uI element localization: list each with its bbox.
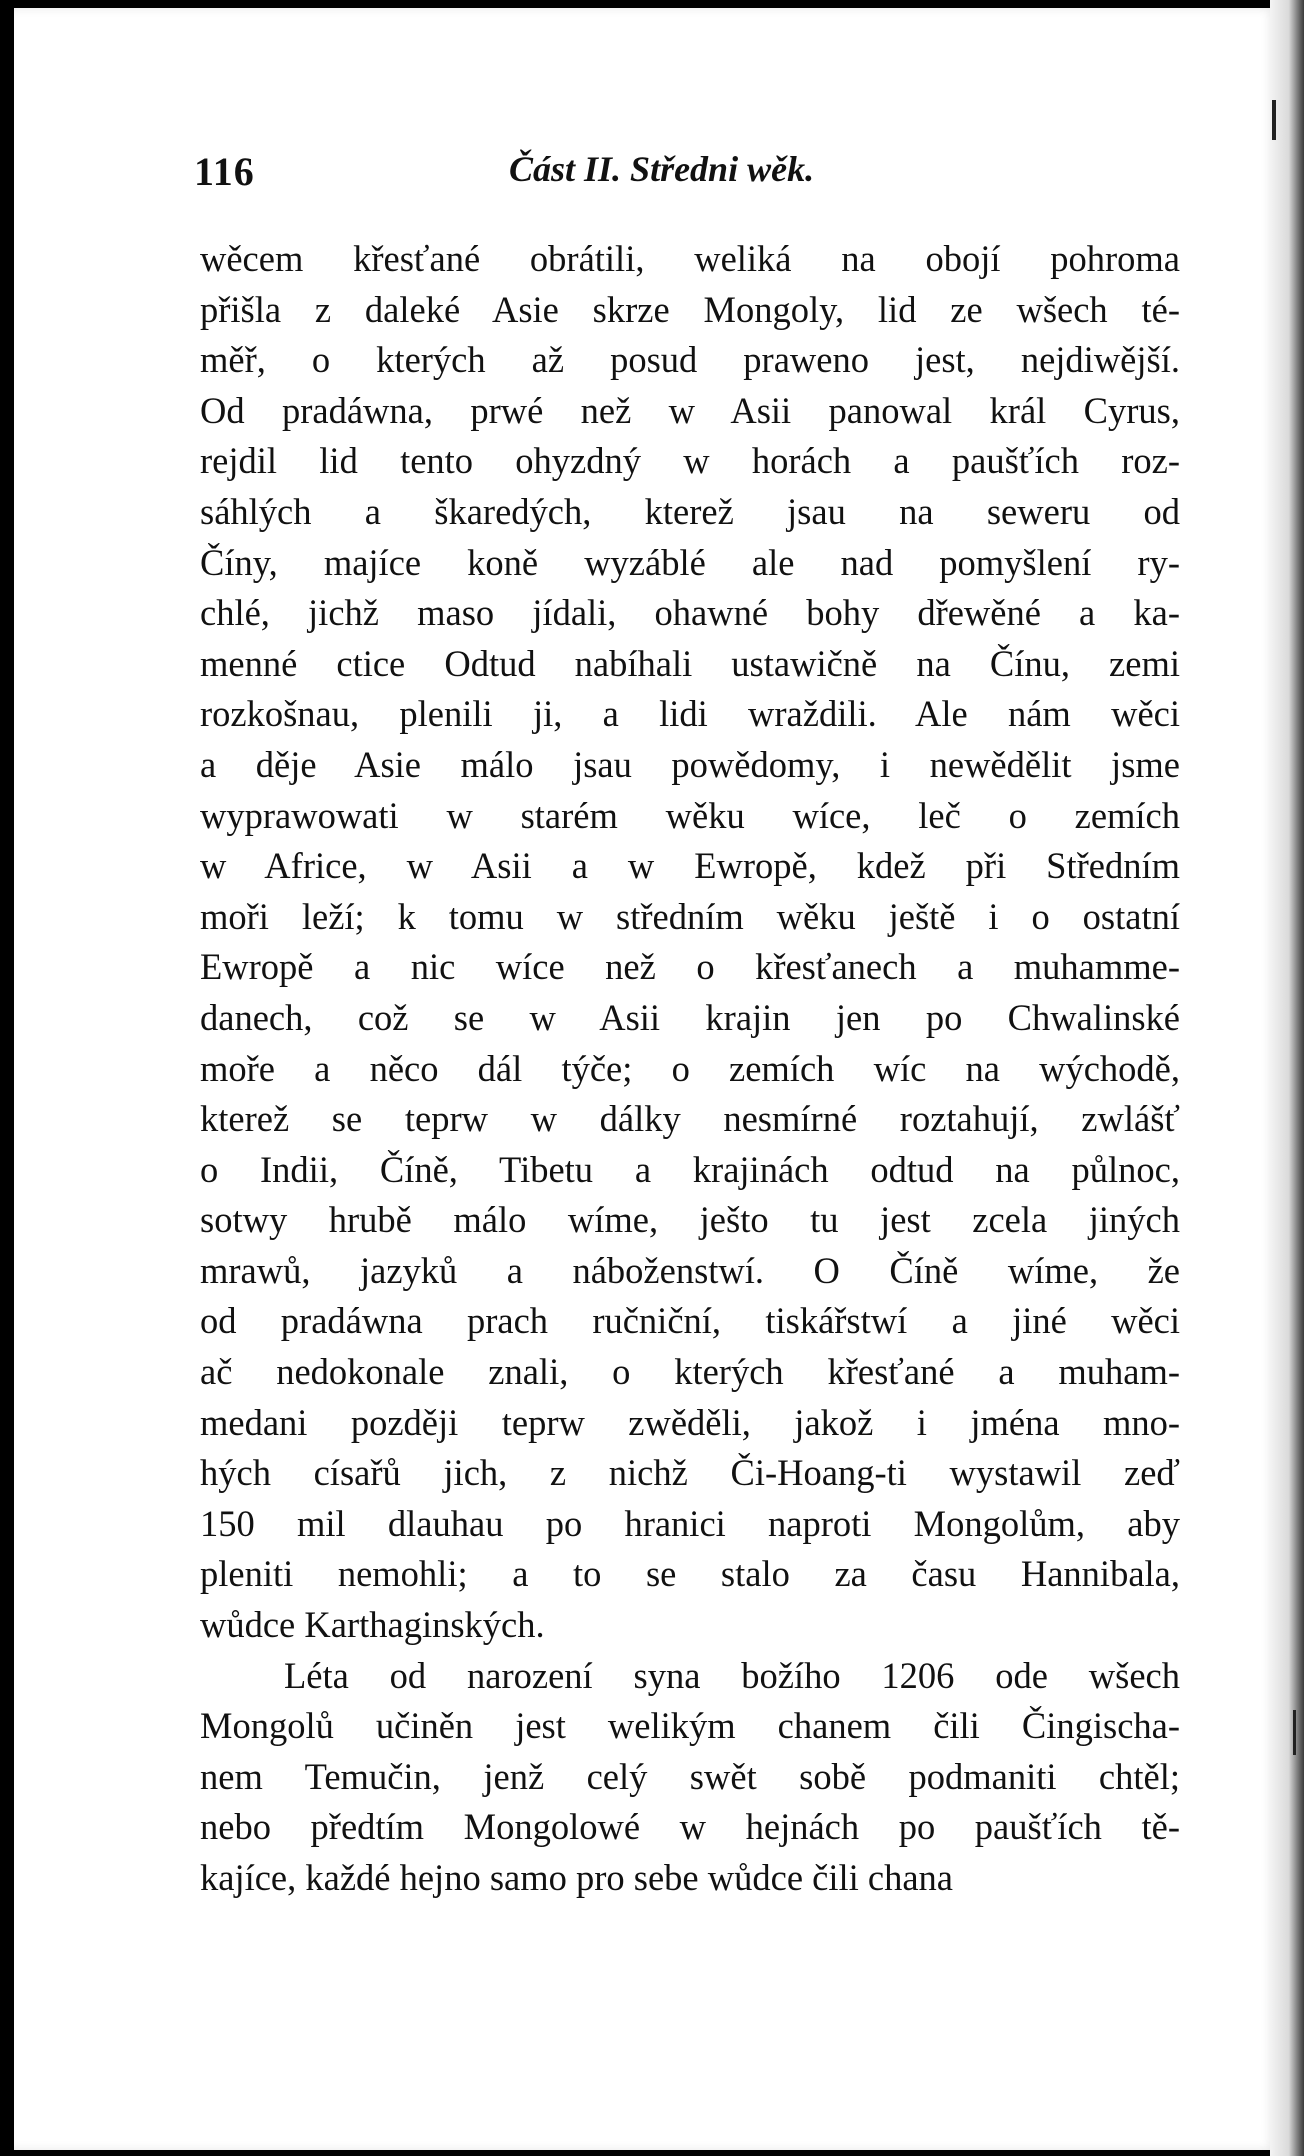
text-line: sotwy hrubě málo wíme, ješto tu jest zcela jiných [200,1199,1180,1241]
text-line: a děje Asie málo jsau powědomy, i newědělit jsme [200,743,1180,785]
text-line: Od pradáwna, prwé než w Asii panowal král Cyrus, [200,389,1180,431]
text-line: ač nedokonale znali, o kterých křesťané a muham- [200,1351,1180,1393]
text-line: wěcem křesťané obrátili, weliká na obojí pohroma [200,238,1180,279]
text-line: mrawů, jazyků a náboženstwí. O Číně wíme, že [200,1249,1180,1291]
text-line: wyprawowati w starém wěku wíce, leč o zemích [200,794,1180,836]
text-line: rejdil lid tento ohyzdný w horách a paušťích roz- [200,440,1180,482]
paragraph-container [200,234,1180,1904]
text-line: o Indii, Číně, Tibetu a krajinách odtud na půlnoc, [200,1148,1180,1190]
text-line: Ewropě a nic wíce než o křesťanech a muhamme- [200,946,1180,988]
text-line: kajíce, každé hejno samo pro sebe wůdce čili chana [200,1857,953,1898]
page-spine-shadow [1270,0,1304,2156]
text-line: danech, což se w Asii krajin jen po Chwalinské [200,996,1180,1038]
text-line: moři leží; k tomu w středním wěku ještě i o ostatní [200,895,1180,937]
page-number: 116 [194,149,255,194]
text-line: Léta od narození syna božího 1206 ode wšech [284,1654,1180,1696]
edge-mark-bottom [1293,1710,1296,1755]
text-line: w Africe, w Asii a w Ewropě, kdež při Středním [200,845,1180,887]
text-line: od pradáwna prach ručniční, tiskářstwí a jiné wěci [200,1300,1180,1342]
text-line: Mongolů učiněn jest welikým chanem čili Čingischa- [200,1705,1180,1747]
text-line: pleniti nemohli; a to se stalo za času Hannibala, [200,1553,1180,1595]
text-line: přišla z daleké Asie skrze Mongoly, lid ze wšech té- [200,288,1180,330]
text-line: wůdce Karthaginských. [200,1604,545,1646]
text-line: kterež se teprw w dálky nesmírné roztahují, zwlášť [200,1098,1180,1140]
text-line: moře a něco dál týče; o zemích wíc na wýchodě, [200,1047,1180,1089]
paragraph [200,1651,1180,1904]
text-line: rozkošnau, plenili ji, a lidi wraždili. Ale nám wěci [200,693,1180,735]
body-text [200,234,1180,1904]
text-line: chlé, jichž maso jídali, ohawné bohy dřewěné a ka- [200,592,1180,634]
text-line: medani později teprw zwěděli, jakož i jména mno- [200,1401,1180,1443]
text-line: nebo předtím Mongolowé w hejnách po paušťích tě- [200,1806,1180,1848]
edge-mark-top [1272,100,1276,140]
text-line: hých císařů jich, z nichž Či-Hoang-ti wystawil zeď [200,1452,1180,1494]
text-line: menné ctice Odtud nabíhali ustawičně na Čínu, zemi [200,642,1180,684]
book-page [14,8,1276,2150]
text-line: Číny, majíce koně wyzáblé ale nad pomyšlení ry- [200,541,1180,583]
running-head: Část II. Středni wěk. [509,149,815,189]
page-header [14,148,1276,208]
paragraph [200,234,1180,1651]
text-line: sáhlých a škaredých, kterež jsau na seweru od [200,490,1180,532]
text-line: nem Temučin, jenž celý swět sobě podmaniti chtěl; [200,1755,1180,1797]
text-line: měř, o kterých až posud praweno jest, nejdiwější. [200,339,1180,381]
text-line: 150 mil dlauhau po hranici naproti Mongolům, aby [200,1502,1180,1544]
